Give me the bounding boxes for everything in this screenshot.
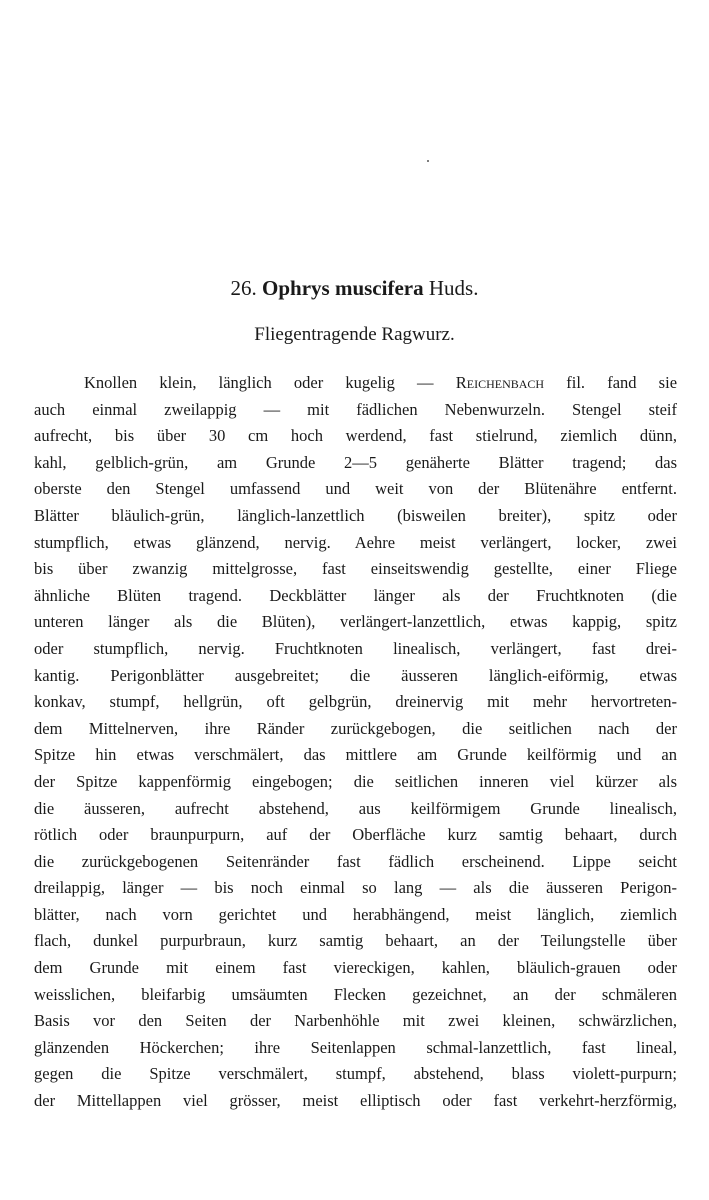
species-number: 26. [230, 276, 257, 300]
text-line: Basis vor den Seiten der Narbenhöhle mit zwei kleinen, schwärzlichen, [34, 1011, 677, 1031]
text-line: gegen die Spitze verschmälert, stumpf, abstehend, blass violett-purpurn; [34, 1064, 677, 1084]
text-line: ähnliche Blüten tragend. Deckblätter länger als der Fruchtknoten (die [34, 585, 677, 605]
text-line: oberste den Stengel umfassend und weit von der Blütenähre entfernt. [34, 479, 677, 499]
text-line: unteren länger als die Blüten), verlängert-lanzettlich, etwas kappig, spitz [34, 612, 677, 632]
text-line: bis über zwanzig mittelgrosse, fast einseitswendig gestellte, einer Fliege [34, 559, 677, 579]
text-line: flach, dunkel purpurbraun, kurz samtig behaart, an der Teilungstelle über [34, 931, 677, 951]
text-line: die äusseren, aufrecht abstehend, aus keilförmigem Grunde linealisch, [34, 798, 677, 818]
text-line: kantig. Perigonblätter ausgebreitet; die äusseren länglich-eiförmig, etwas [34, 665, 677, 685]
species-name: Ophrys muscifera [262, 276, 424, 300]
species-author: Huds. [428, 276, 479, 300]
text-line [34, 370, 677, 397]
text-line: dem Mittelnerven, ihre Ränder zurückgebogen, die seitlichen nach der [34, 718, 677, 738]
text-line: konkav, stumpf, hellgrün, oft gelbgrün, dreinervig mit mehr hervortreten- [34, 692, 677, 712]
text-line: der Mittellappen viel grösser, meist elliptisch oder fast verkehrt-herzförmig, [34, 1091, 677, 1111]
text-line: weisslichen, bleifarbig umsäumten Flecken gezeichnet, an der schmäleren [34, 984, 677, 1004]
text-line: kahl, gelblich-grün, am Grunde 2—5 genäherte Blätter tragend; das [34, 452, 677, 472]
text-line: dreilappig, länger — bis noch einmal so lang — als die äusseren Perigon- [34, 878, 677, 898]
text-line: oder stumpflich, nervig. Fruchtknoten linealisch, verlängert, fast drei- [34, 638, 677, 658]
species-heading [0, 274, 709, 302]
text-line: blätter, nach vorn gerichtet und herabhängend, meist länglich, ziemlich [34, 904, 677, 924]
author-name: Reichenbach [455, 373, 545, 392]
common-name: Fliegentragende Ragwurz. [254, 324, 455, 345]
text-line: Blätter bläulich-grün, länglich-lanzettlich (bisweilen breiter), spitz oder [34, 505, 677, 525]
speck-mark [427, 160, 429, 162]
text-line: auch einmal zweilappig — mit fädlichen Nebenwurzeln. Stengel steif [34, 399, 677, 419]
text-line: glänzenden Höckerchen; ihre Seitenlappen schmal-lanzettlich, fast lineal, [34, 1037, 677, 1057]
text-line: aufrecht, bis über 30 cm hoch werdend, fast stielrund, ziemlich dünn, [34, 426, 677, 446]
text-segment: Knollen klein, länglich oder kugelig — [84, 373, 434, 392]
text-line: stumpflich, etwas glänzend, nervig. Aehre meist verlängert, locker, zwei [34, 532, 677, 552]
description-text [34, 370, 677, 1115]
text-line: rötlich oder braunpurpurn, auf der Oberfläche kurz samtig behaart, durch [34, 825, 677, 845]
text-line: die zurückgebogenen Seitenränder fast fädlich erscheinend. Lippe seicht [34, 851, 677, 871]
text-line: dem Grunde mit einem fast viereckigen, kahlen, bläulich-grauen oder [34, 958, 677, 978]
text-line: der Spitze kappenförmig eingebogen; die seitlichen inneren viel kürzer als [34, 771, 677, 791]
text-segment: fil. fand sie [566, 373, 678, 392]
text-line: Spitze hin etwas verschmälert, das mittlere am Grunde keilförmig und an [34, 745, 677, 765]
